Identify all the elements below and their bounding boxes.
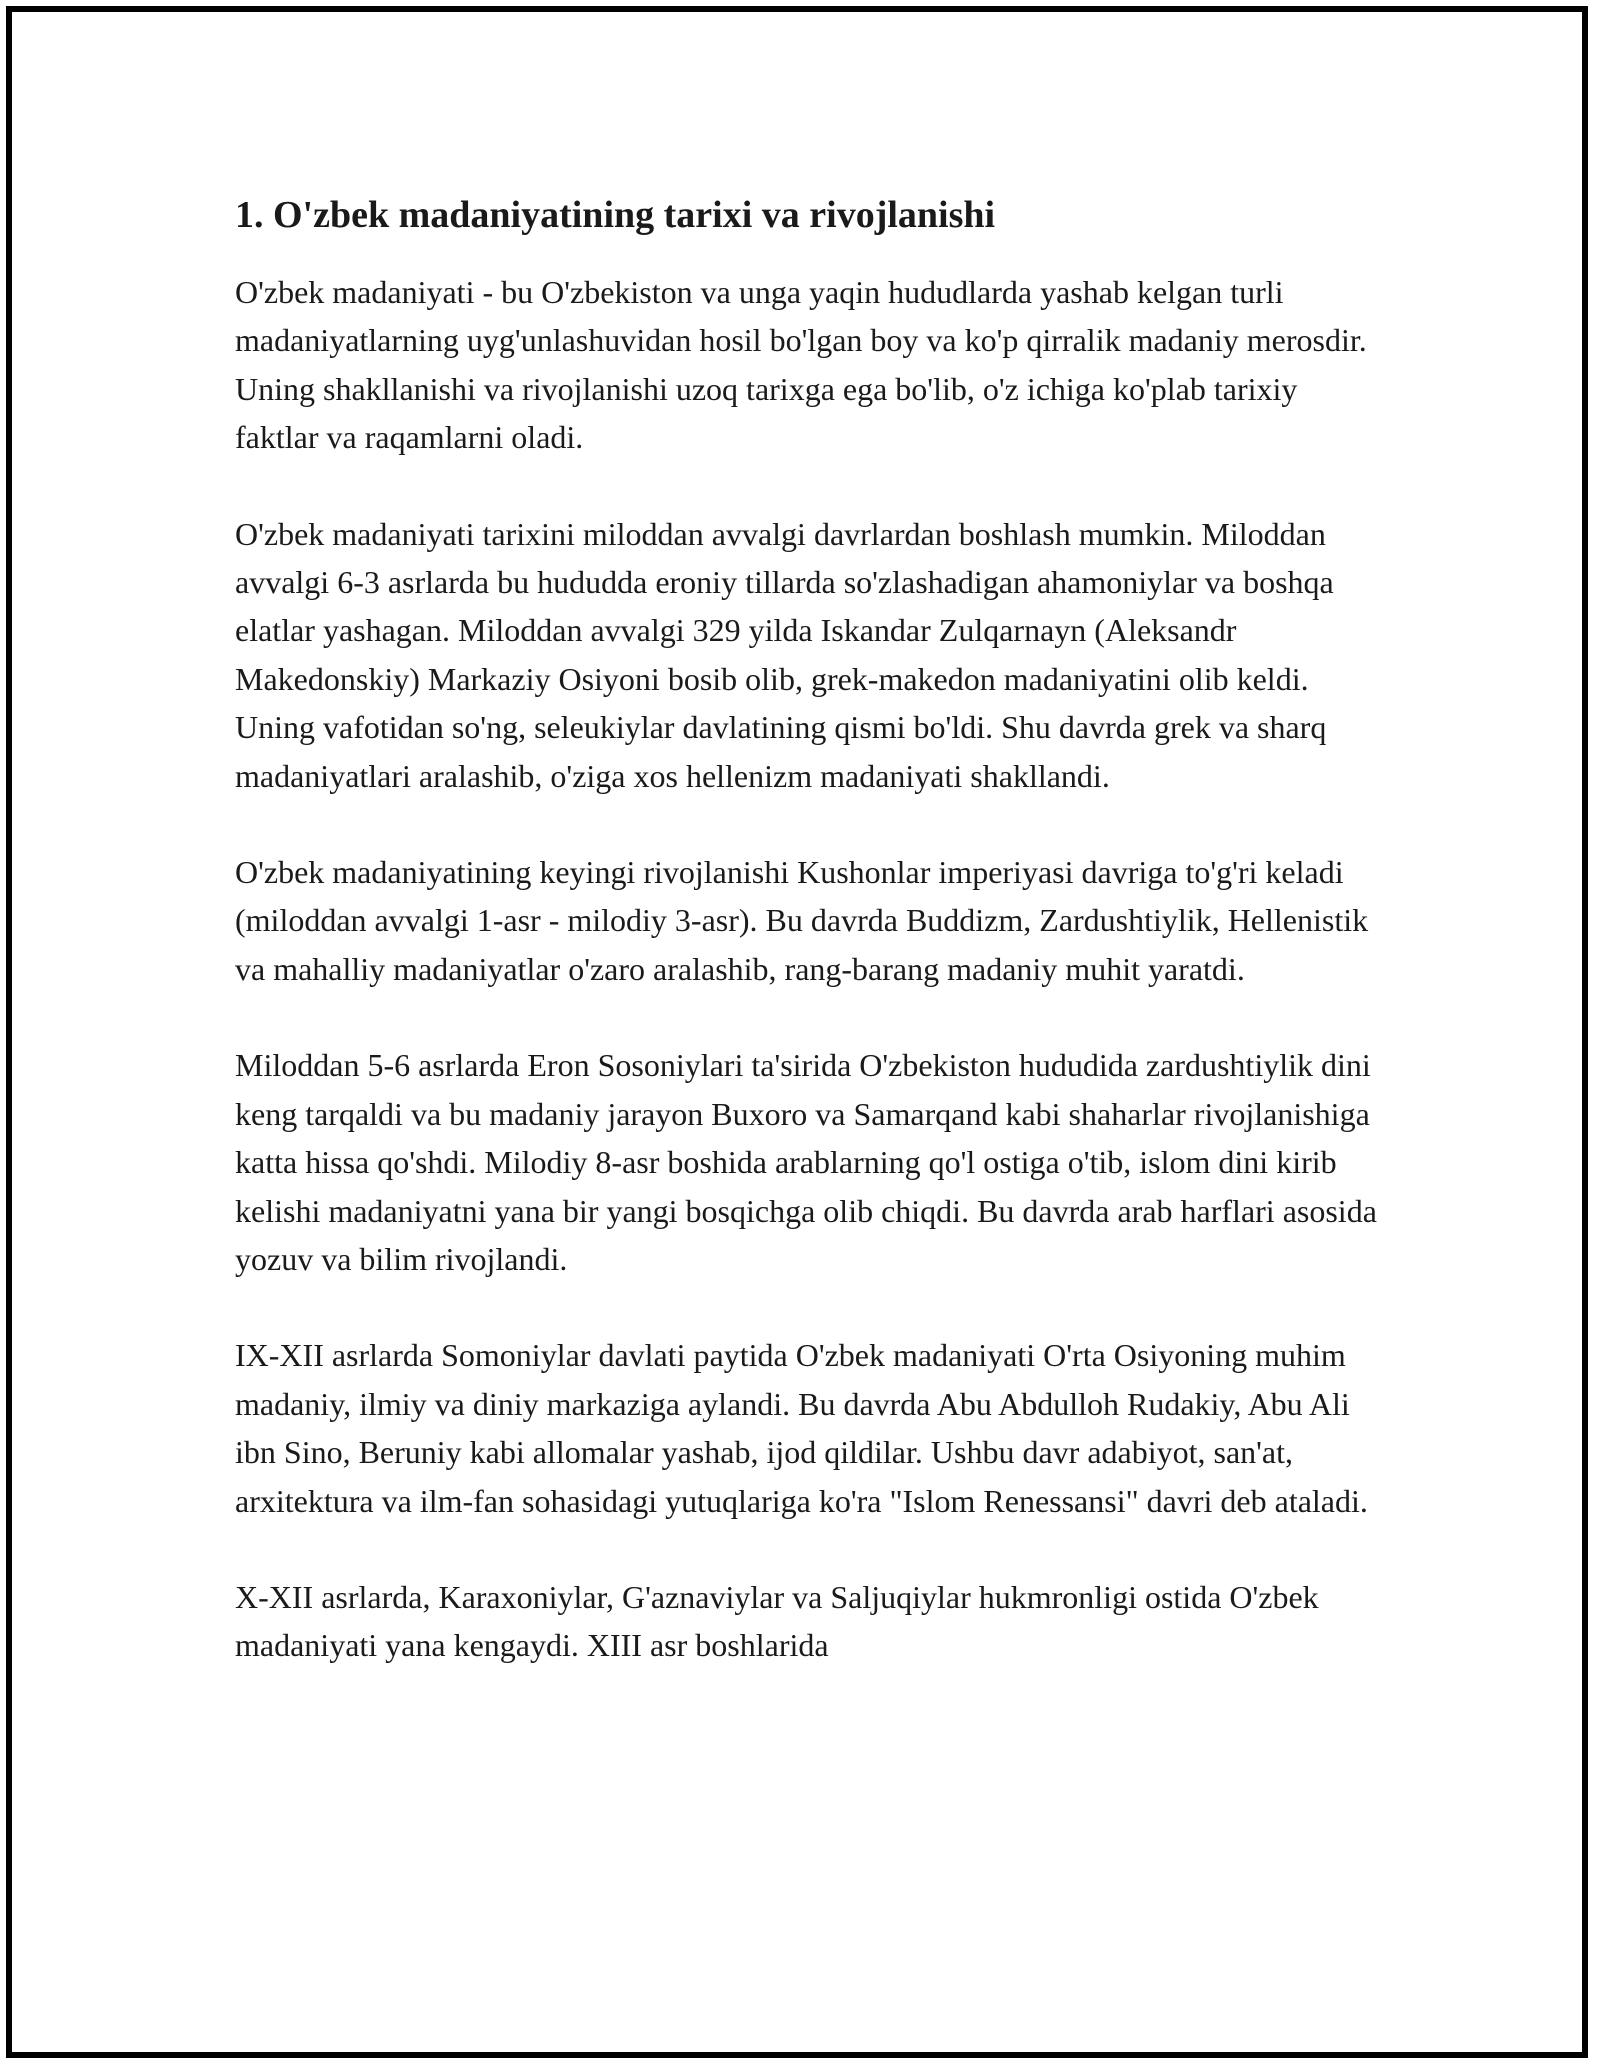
- paragraph-1: O'zbek madaniyati - bu O'zbekiston va unga yaqin hududlarda yashab kelgan turli madaniyatlarning uyg'unlashuvidan hosil bo'lgan boy va ko'p qirralik madaniy merosdir. Uning shakllanishi va rivojlanishi uzoq tarixga ega bo'lib, o'z ichiga ko'plab tarixiy faktlar va raqamlarni oladi.: [235, 274, 1367, 456]
- document-body: [235, 186, 1380, 1670]
- paragraph-6: X-XII asrlarda, Karaxoniylar, G'aznaviylar va Saljuqiylar hukmronligi ostida O'zbek madaniyati yana kengaydi. XIII asr boshlarida: [235, 1578, 1319, 1664]
- paragraph-5: IX-XII asrlarda Somoniylar davlati paytida O'zbek madaniyati O'rta Osiyoning muhim madaniy, ilmiy va diniy markaziga aylandi. Bu davrda Abu Abdulloh Rudakiy, Abu Ali ibn Sino, Beruniy kabi allomalar yashab, ijod qildilar. Ushbu davr adabiyot, san'at, arxitektura va ilm-fan sohasidagi yutuqlariga ko'ra "Islom Renessansi" davri deb ataladi.: [235, 1337, 1368, 1519]
- paragraph-2: O'zbek madaniyati tarixini miloddan avvalgi davrlardan boshlash mumkin. Miloddan avvalgi 6-3 asrlarda bu hududda eroniy tillarda so'zlashadigan ahamoniylar va boshqa elatlar yashagan. Miloddan avvalgi 329 yilda Iskandar Zulqarnayn (Aleksandr Makedonskiy) Markaziy Osiyoni bosib olib, grek-makedon madaniyatini olib keldi. Uning vafotidan so'ng, seleukiylar davlatining qismi bo'ldi. Shu davrda grek va sharq madaniyatlari aralashib, o'ziga xos hellenizm madaniyati shakllandi.: [235, 515, 1334, 794]
- section-heading: 1. O'zbek madaniyatining tarixi va rivojlanishi: [235, 194, 996, 236]
- paragraph-4: Miloddan 5-6 asrlarda Eron Sosoniylari ta'sirida O'zbekiston hududida zardushtiylik dini keng tarqaldi va bu madaniy jarayon Buxoro va Samarqand kabi shaharlar rivojlanishiga katta hissa qo'shdi. Milodiy 8-asr boshida arablarning qo'l ostiga o'tib, islom dini kirib kelishi madaniyatni yana bir yangi bosqichga olib chiqdi. Bu davrda arab harflari asosida yozuv va bilim rivojlandi.: [235, 1047, 1377, 1277]
- paragraph-3: O'zbek madaniyatining keyingi rivojlanishi Kushonlar imperiyasi davriga to'g'ri keladi (miloddan avvalgi 1-asr - milodiy 3-asr). Bu davrda Buddizm, Zardushtiylik, Hellenistik va mahalliy madaniyatlar o'zaro aralashib, rang-barang madaniy muhit yaratdi.: [235, 854, 1369, 987]
